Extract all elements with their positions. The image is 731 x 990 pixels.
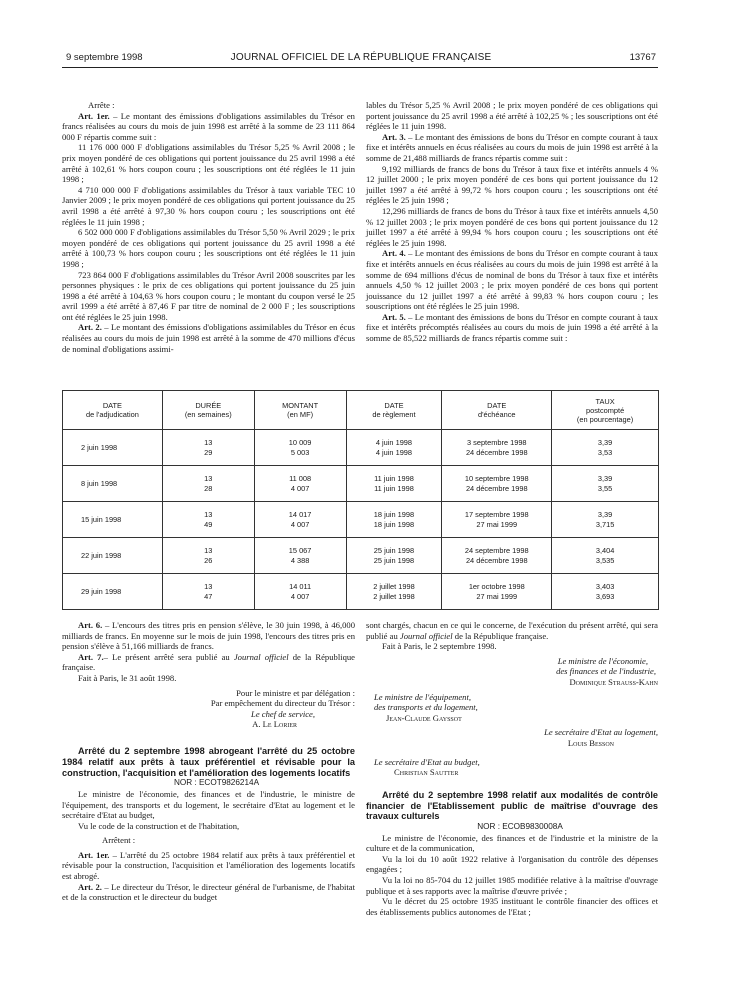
paragraph: Vu la loi du 10 août 1922 relative à l'organisation du contrôle des dépenses engagées ; xyxy=(366,853,658,875)
table-cell-taux xyxy=(552,502,659,538)
cell-text: 24 décembre 1998 xyxy=(465,483,528,493)
article-2: Art. 2. – Le directeur du Trésor, le directeur général de l'urbanisme, de l'habitat et de la construction et le directeur du budget xyxy=(62,881,355,903)
signature-title: Le secrétaire d'Etat au logement, xyxy=(544,727,658,738)
cell-text: 4 juin 1998 xyxy=(375,438,413,447)
table-cell-date xyxy=(63,502,163,538)
left-column-top xyxy=(62,100,355,354)
cell-text: 3 septembre 1998 xyxy=(466,438,527,447)
cell-text: 13 xyxy=(204,510,213,519)
cell-text: 24 septembre 1998 xyxy=(464,546,529,555)
article-6: Art. 6. – L'encours des titres pris en pension s'élève, le 30 juin 1998, à 46,000 milliards de francs. En moyenne sur le mois de juin 1998, l'encours des titres pris en pension s'élève à 51,166 milliards de francs. xyxy=(62,620,355,652)
table-row xyxy=(63,430,659,466)
arrete-heading: Arrête : xyxy=(88,100,115,110)
table-row xyxy=(63,574,659,610)
header-rule xyxy=(62,67,658,68)
cell-text: 8 juin 1998 xyxy=(81,478,118,488)
page-header xyxy=(66,52,656,68)
cell-text: 17 septembre 1998 xyxy=(464,510,529,519)
cell-text: 4 007 xyxy=(290,519,310,529)
table-cell-montant xyxy=(254,430,346,466)
left-column-bottom xyxy=(62,620,355,903)
paragraph: Le ministre de l'économie, des finances et de l'industrie et la ministre de la culture et de la communication, xyxy=(366,832,658,854)
table-cell-reglement xyxy=(346,502,442,538)
column-header-text: DURÉE (en semaines) xyxy=(184,401,232,419)
cell-text: 3,39 xyxy=(597,438,613,447)
paragraph: Vu le décret du 25 octobre 1935 instituant le contrôle financier des offices et des établissements publics autonomes de l'Etat ; xyxy=(366,896,658,917)
cell-text: 4 388 xyxy=(290,555,310,565)
column-header xyxy=(552,391,659,430)
table-cell-taux xyxy=(552,538,659,574)
table-cell-montant xyxy=(254,538,346,574)
decree-title: Arrêté du 2 septembre 1998 relatif aux modalités de contrôle financier de l'Etablissement public de maîtrise d'ouvrage des travaux culturels xyxy=(366,789,658,822)
column-header-text: TAUX postcompté (en pourcentage) xyxy=(576,396,634,424)
cell-text: 2 juin 1998 xyxy=(81,442,118,452)
column-header xyxy=(346,391,442,430)
table-cell-duree xyxy=(162,502,254,538)
cell-text: 15 067 xyxy=(288,546,312,555)
cell-text: 27 mai 1999 xyxy=(476,591,518,601)
signature-line: Pour le ministre et par délégation : xyxy=(236,687,355,698)
cell-text: 4 juin 1998 xyxy=(375,447,413,457)
cell-text: 13 xyxy=(204,438,213,447)
cell-text: 2 juillet 1998 xyxy=(373,591,415,601)
signatory-name: A. Le Lorier xyxy=(252,719,297,730)
column-header xyxy=(63,391,163,430)
paragraph: sont chargés, chacun en ce qui le concerne, de l'exécution du présent arrêté, qui sera publié au Journal officiel de la République française. xyxy=(366,620,658,641)
article-1: Art. 1er. – Le montant des émissions d'obligations assimilables du Trésor en francs réalisées au cours du mois de juin 1998 est arrêté à la somme de 23 111 864 000 F répartis comme suit : xyxy=(62,110,355,142)
cell-text: 14 017 xyxy=(288,510,312,519)
decree-title: Arrêté du 2 septembre 1998 abrogeant l'arrêté du 25 octobre 1984 relatif aux prêts à taux préférentiel et révisable pour la construction, l'acquisition et l'amélioration des logements locatifs xyxy=(62,745,355,778)
article-2: Art. 2. – Le montant des émissions d'obligations assimilables du Trésor en écus réalisées au cours du mois de juin 1998 est arrêté à la somme de 470 millions d'écus de nominal d'obligations assimi- xyxy=(62,322,356,354)
table-row xyxy=(63,538,659,574)
cell-text: 3,535 xyxy=(595,555,615,565)
signatory-name: Dominique Strauss-Kahn xyxy=(569,676,658,687)
cell-text: 11 juin 1998 xyxy=(374,483,414,493)
cell-text: 4 007 xyxy=(290,591,310,601)
table-cell-echeance xyxy=(442,466,552,502)
cell-text: 47 xyxy=(204,591,213,601)
table-cell-montant xyxy=(254,502,346,538)
cell-text: 11 008 xyxy=(289,474,312,483)
article-5: Art. 5. – Le montant des émissions de bons du Trésor en compte courant à taux fixe et intérêts précomptés réalisées au cours du mois de juin 1998 a été arrêté à la somme de 85,522 milliards de francs répartis comme suit : xyxy=(366,311,659,344)
table-cell-montant xyxy=(254,574,346,610)
cell-text: 29 juin 1998 xyxy=(81,586,122,596)
treasury-bills-table xyxy=(62,390,659,610)
paragraph: 11 176 000 000 F d'obligations assimilables du Trésor 5,25 % Avril 2008 ; le prix moyen pondéré de ces obligations qui portent jouissance du 25 avril 1998 a été arrêté à 102,61 % hors coupon couru ; les souscriptions ont été réglées le 11 juin 1998 ; xyxy=(62,142,355,185)
cell-text: 27 mai 1999 xyxy=(476,519,518,529)
signature-title: Le ministre de l'équipement, xyxy=(374,691,471,702)
signature-line: Par empêchement du directeur du Trésor : xyxy=(210,698,355,709)
header-page-number: 13767 xyxy=(629,52,656,63)
cell-text: 10 009 xyxy=(288,438,312,447)
cell-text: 3,403 xyxy=(595,582,615,591)
paragraph: 6 502 000 000 F d'obligations assimilables du Trésor 5,50 % Avril 2029 ; le prix moyen pondéré de ces obligations qui portent jouissance du 25 avril 1998 a été arrêté à 100,73 % hors coupon couru ; les souscriptions ont été réglées le 11 juin 1998 ; xyxy=(62,227,355,269)
table-cell-echeance xyxy=(442,502,552,538)
cell-text: 4 007 xyxy=(290,483,310,493)
table-cell-date xyxy=(63,430,163,466)
table-cell-duree xyxy=(162,466,254,502)
article-4: Art. 4. – Le montant des émissions de bons du Trésor en compte courant à taux fixe et intérêts annuels en écus réalisées au cours du mois de juin 1998 est arrêté à la somme de 694 millions d'écus de nominal de bons du Trésor à taux fixe et intérêts annuels 4,50 % 12 juillet 2003 ; le prix moyen pondéré de ces bons qui portent jouissance du 12 juillet 1997 a été arrêté à 99,83 % hors coupon couru ; les souscriptions ont été réglées le 25 juin 1998. xyxy=(366,248,659,312)
table-row xyxy=(63,502,659,538)
table-cell-date xyxy=(63,574,163,610)
table-cell-date xyxy=(63,466,163,502)
cell-text: 15 juin 1998 xyxy=(81,514,122,524)
table-body xyxy=(63,430,659,610)
table-cell-taux xyxy=(552,574,659,610)
cell-text: 24 décembre 1998 xyxy=(465,555,528,565)
table-cell-montant xyxy=(254,466,346,502)
cell-text: 28 xyxy=(204,483,213,493)
cell-text: 3,55 xyxy=(597,483,613,493)
cell-text: 3,693 xyxy=(595,591,615,601)
signature-title: des transports et du logement, xyxy=(374,702,478,713)
cell-text: 13 xyxy=(204,582,213,591)
cell-text: 29 xyxy=(204,447,213,457)
cell-text: 3,53 xyxy=(597,447,613,457)
cell-text: 49 xyxy=(204,519,213,529)
column-header xyxy=(162,391,254,430)
table-cell-taux xyxy=(552,466,659,502)
paragraph: 723 864 000 F d'obligations assimilables du Trésor Avril 2008 souscrites par les personnes physiques : le prix de ces obligations qui portent jouissance du 25 juin 1998 a été arrêté à 104,63 % hors coupon couru ; le montant du coupon versé le 25 avril 1999 a été arrêté à 87,46 F par titre de nominal de 2 000 F ; les souscriptions ont été réglées le 25 juin 1998. xyxy=(62,269,355,322)
table-cell-taux xyxy=(552,430,659,466)
cell-text: 2 juillet 1998 xyxy=(373,582,415,591)
right-column-top xyxy=(366,100,658,344)
table-header-row xyxy=(63,391,659,430)
table-cell-duree xyxy=(162,538,254,574)
article-7: Art. 7.– Le présent arrêté sera publié au Journal officiel de la République française. xyxy=(62,651,355,673)
cell-text: 22 juin 1998 xyxy=(81,550,122,560)
column-header xyxy=(442,391,552,430)
table-cell-date xyxy=(63,538,163,574)
paragraph: 9,192 milliards de francs de bons du Trésor à taux fixe et intérêts annuels 4 % 12 juillet 2000 ; le prix moyen pondéré de ces bons qui portent jouissance du 12 juillet 1997 a été arrêté à 99,72 % hors coupon couru ; les souscriptions ont été réglées le 25 juin 1998 ; xyxy=(366,163,658,206)
signature-date: Fait à Paris, le 31 août 1998. xyxy=(78,672,177,683)
signatory-name: Jean-Claude Gayssot xyxy=(386,712,462,723)
cell-text: 25 juin 1998 xyxy=(373,546,415,555)
cell-text: 1er octobre 1998 xyxy=(468,582,525,591)
right-column-bottom xyxy=(366,620,658,917)
column-header-text: DATE de l'adjudication xyxy=(86,401,139,419)
header-journal-title: JOURNAL OFFICIEL DE LA RÉPUBLIQUE FRANÇAISE xyxy=(230,52,492,63)
column-header-text: DATE de règlement xyxy=(372,401,416,419)
article-1: Art. 1er. – L'arrêté du 25 octobre 1984 relatif aux prêts à taux préférentiel et révisable pour la construction, l'acquisition et l'amélioration des logements locatifs est abrogé. xyxy=(62,849,355,882)
paragraph: Le ministre de l'économie, des finances et de l'industrie, le ministre de l'équipement, des transports et du logement, le secrétaire d'Etat au logement et le secrétaire d'Etat au budget, xyxy=(62,788,355,821)
cell-text: 18 juin 1998 xyxy=(373,510,415,519)
cell-text: 3,39 xyxy=(597,474,613,483)
header-date: 9 septembre 1998 xyxy=(66,52,143,63)
paragraph: 12,296 milliards de francs de bons du Trésor à taux fixe et intérêts annuels 4,50 % 12 juillet 2003 ; le prix moyen pondéré de ces bons qui portent jouissance du 12 juillet 1997 a été arrêté à 99,94 % hors coupon couru ; les souscriptions ont été réglées le 25 juin 1998. xyxy=(366,205,658,248)
cell-text: 3,715 xyxy=(595,519,615,529)
signature-title: Le secrétaire d'Etat au budget, xyxy=(374,756,480,767)
cell-text: 13 xyxy=(204,546,213,555)
table-cell-duree xyxy=(162,574,254,610)
table-cell-reglement xyxy=(346,538,442,574)
cell-text: 14 011 xyxy=(289,582,312,591)
cell-text: 11 juin 1998 xyxy=(374,474,414,483)
paragraph: lables du Trésor 5,25 % Avril 2008 ; le prix moyen pondéré de ces obligations qui portent jouissance du 25 avril 1998 a été arrêté à 102,25 % ; les souscriptions ont été réglées le 11 juin 1998. xyxy=(366,100,658,132)
cell-text: 3,39 xyxy=(597,510,613,519)
table-cell-echeance xyxy=(442,538,552,574)
arretent-heading: Arrêtent : xyxy=(102,835,136,846)
cell-text: 10 septembre 1998 xyxy=(464,474,529,483)
paragraph: Vu la loi no 85-704 du 12 juillet 1985 modifiée relative à la maîtrise d'ouvrage publique et à ses rapports avec la maîtrise d'œuvre privée ; xyxy=(366,875,658,896)
signature-date: Fait à Paris, le 2 septembre 1998. xyxy=(382,641,497,652)
table-cell-echeance xyxy=(442,574,552,610)
nor-reference: NOR : ECOB9830008A xyxy=(477,822,563,832)
paragraph: 4 710 000 000 F d'obligations assimilables du Trésor à taux variable TEC 10 Janvier 2009 ; le prix moyen pondéré de ces obligations qui portent jouissance du 25 avril 1998 a été arrêté à 97,30 % hors coupon couru ; les souscriptions ont été réglées le 11 juin 1998 ; xyxy=(62,184,355,227)
signatory-name: Louis Besson xyxy=(567,737,614,748)
signatory-name: Christian Sautter xyxy=(394,767,459,778)
table-cell-reglement xyxy=(346,430,442,466)
column-header xyxy=(254,391,346,430)
table-cell-duree xyxy=(162,430,254,466)
cell-text: 3,404 xyxy=(595,546,615,555)
cell-text: 26 xyxy=(204,555,213,565)
nor-reference: NOR : ECOT9826214A xyxy=(173,778,260,788)
cell-text: 13 xyxy=(204,474,213,483)
column-header-text: MONTANT (en MF) xyxy=(282,401,319,419)
cell-text: 18 juin 1998 xyxy=(373,519,415,529)
table-row xyxy=(63,466,659,502)
table-cell-reglement xyxy=(346,466,442,502)
cell-text: 5 003 xyxy=(290,447,310,457)
cell-text: 24 décembre 1998 xyxy=(465,447,528,457)
table-cell-reglement xyxy=(346,574,442,610)
paragraph: Vu le code de la construction et de l'habitation, xyxy=(78,820,240,831)
signature-title: Le chef de service, xyxy=(251,708,315,719)
table-cell-echeance xyxy=(442,430,552,466)
signature-title: Le ministre de l'économie, xyxy=(557,655,648,666)
signature-title: des finances et de l'industrie, xyxy=(556,666,656,677)
article-3: Art. 3. – Le montant des émissions de bons du Trésor en compte courant à taux fixe et intérêts annuels en écus réalisées au cours du mois de juin 1998 est arrêté à la somme de 21,488 milliards de francs répartis comme suit : xyxy=(366,131,659,163)
cell-text: 25 juin 1998 xyxy=(373,555,415,565)
column-header-text: DATE d'échéance xyxy=(477,401,516,419)
